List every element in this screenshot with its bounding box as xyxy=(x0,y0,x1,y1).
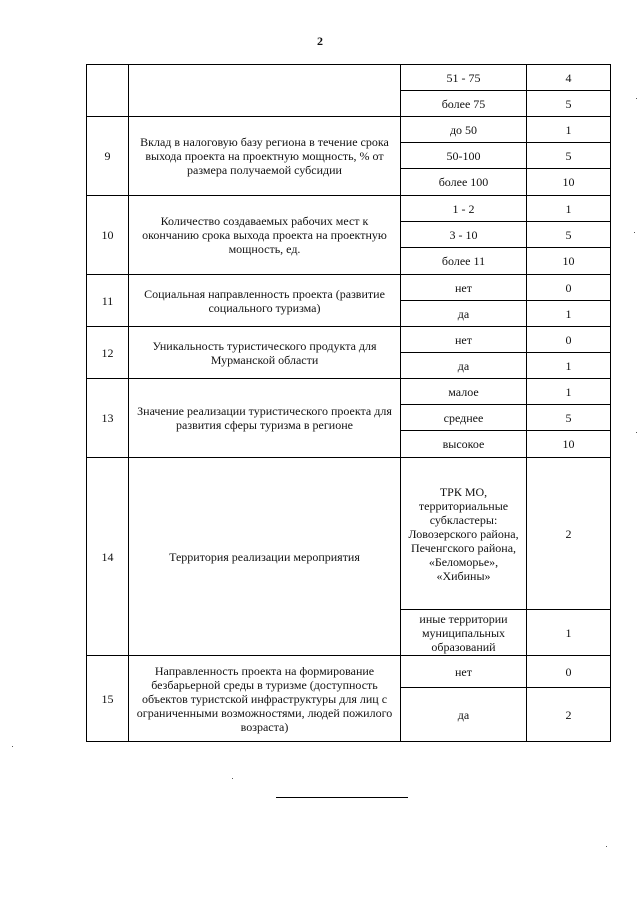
table-row xyxy=(87,196,611,222)
criterion-text: Социальная направленность проекта (развитие социального туризма) xyxy=(129,275,401,327)
criterion-number: 9 xyxy=(87,117,129,196)
option-score: 2 xyxy=(527,458,611,610)
option-score: 0 xyxy=(527,656,611,688)
criterion-text: Вклад в налоговую базу региона в течение срока выхода проекта на проектную мощность, % от размера получаемой субсидии xyxy=(129,117,401,196)
option-score: 2 xyxy=(527,688,611,742)
criterion-number: 15 xyxy=(87,656,129,742)
criterion-number: 13 xyxy=(87,379,129,458)
criterion-number: 12 xyxy=(87,327,129,379)
criteria-table-body xyxy=(87,65,611,742)
criterion-number: 10 xyxy=(87,196,129,275)
scan-speck xyxy=(634,232,635,233)
option-value: 1 - 2 xyxy=(401,196,527,222)
option-score: 1 xyxy=(527,196,611,222)
option-score: 10 xyxy=(527,248,611,275)
scan-speck xyxy=(636,432,637,433)
option-score: 4 xyxy=(527,65,611,91)
table-row xyxy=(87,656,611,688)
criterion-text: Значение реализации туристического проекта для развития сферы туризма в регионе xyxy=(129,379,401,458)
table-row xyxy=(87,117,611,143)
option-value: иные территории муниципальных образований xyxy=(401,610,527,656)
option-value: среднее xyxy=(401,405,527,431)
option-value: да xyxy=(401,301,527,327)
scan-speck xyxy=(232,778,233,779)
option-score: 10 xyxy=(527,169,611,196)
page-number: 2 xyxy=(317,34,323,48)
scan-speck xyxy=(606,846,607,847)
option-value: до 50 xyxy=(401,117,527,143)
closing-rule xyxy=(276,797,408,798)
option-value: 51 - 75 xyxy=(401,65,527,91)
table-row xyxy=(87,379,611,405)
criterion-number xyxy=(87,65,129,117)
option-value: нет xyxy=(401,275,527,301)
criterion-text: Направленность проекта на формирование безбарьерной среды в туризме (доступность объектов туристской инфраструктуры для лиц с ограниченными возможностями, людей пожилого возраста) xyxy=(129,656,401,742)
criterion-number: 14 xyxy=(87,458,129,656)
option-value: малое xyxy=(401,379,527,405)
option-score: 5 xyxy=(527,405,611,431)
option-value: более 100 xyxy=(401,169,527,196)
option-score: 1 xyxy=(527,610,611,656)
criterion-text xyxy=(129,65,401,117)
table-row xyxy=(87,275,611,301)
option-value: да xyxy=(401,688,527,742)
table-row xyxy=(87,327,611,353)
option-score: 5 xyxy=(527,91,611,117)
option-score: 0 xyxy=(527,327,611,353)
option-value: более 11 xyxy=(401,248,527,275)
option-value: ТРК МО, территориальные субкластеры: Ловозерского района, Печенгского района, «Беломорье», «Хибины» xyxy=(401,458,527,610)
table-row xyxy=(87,458,611,610)
criterion-text: Территория реализации мероприятия xyxy=(129,458,401,656)
scan-speck xyxy=(12,746,13,747)
criterion-number: 11 xyxy=(87,275,129,327)
option-value: 3 - 10 xyxy=(401,222,527,248)
scan-speck xyxy=(636,98,637,99)
criterion-text: Количество создаваемых рабочих мест к окончанию срока выхода проекта на проектную мощность, ед. xyxy=(129,196,401,275)
option-value: высокое xyxy=(401,431,527,458)
criterion-text: Уникальность туристического продукта для Мурманской области xyxy=(129,327,401,379)
option-score: 10 xyxy=(527,431,611,458)
option-value: более 75 xyxy=(401,91,527,117)
option-score: 1 xyxy=(527,379,611,405)
option-score: 1 xyxy=(527,353,611,379)
criteria-table xyxy=(86,64,611,742)
option-value: нет xyxy=(401,656,527,688)
option-score: 1 xyxy=(527,117,611,143)
option-value: да xyxy=(401,353,527,379)
option-score: 0 xyxy=(527,275,611,301)
option-value: 50-100 xyxy=(401,143,527,169)
table-row xyxy=(87,65,611,91)
option-score: 5 xyxy=(527,222,611,248)
option-score: 1 xyxy=(527,301,611,327)
option-value: нет xyxy=(401,327,527,353)
option-score: 5 xyxy=(527,143,611,169)
